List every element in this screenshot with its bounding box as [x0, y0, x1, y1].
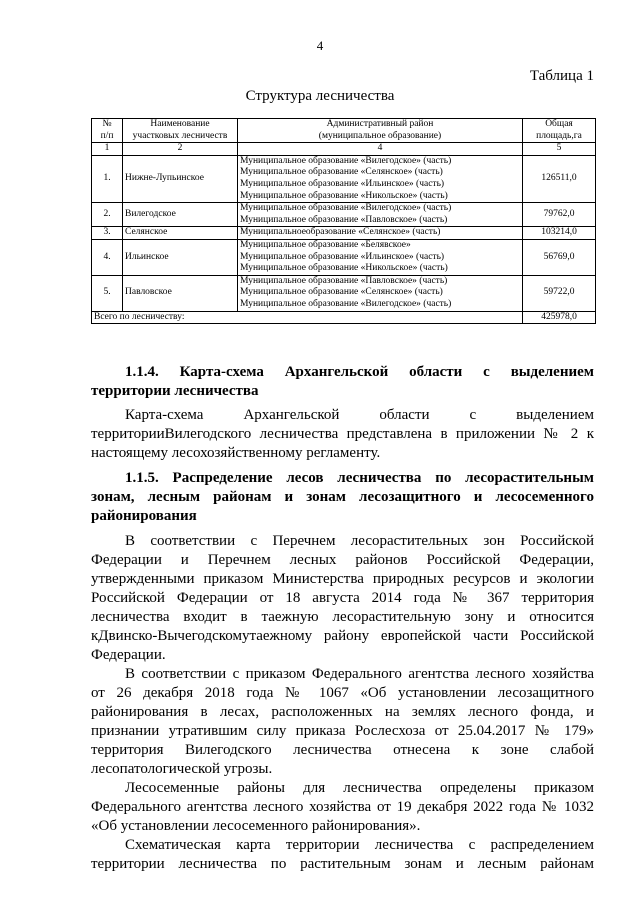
district-line: Муниципальное образование «Вилегодское» (часть): [240, 155, 452, 166]
area-value: 79762,0: [523, 203, 596, 227]
forestry-name: Ильинское: [123, 239, 238, 275]
section-1-1-4-body: Карта-схема Архангельской области с выделением территорииВилегодского лесничества представлена в приложении № 2 к настоящему лесохозяйственному регламенту.: [91, 407, 594, 461]
district-cell: [238, 239, 523, 275]
column-number: 5: [523, 143, 596, 156]
district-cell: [238, 203, 523, 227]
district-cell: [238, 227, 523, 240]
table-total-row: [92, 311, 596, 324]
section-1-1-4-heading: 1.1.4. Карта-схема Архангельской области с выделением территории лесничества: [91, 364, 594, 399]
header-area: Общая площадь,га: [523, 119, 596, 143]
table-label: Таблица 1: [529, 68, 594, 84]
district-line: Муниципальное образование «Ильинское» (часть): [240, 251, 445, 262]
forestry-name: Селянское: [123, 227, 238, 240]
column-number: 4: [238, 143, 523, 156]
header-name: Наименование участковых лесничеств: [123, 119, 238, 143]
forestry-name: Вилегодское: [123, 203, 238, 227]
row-number: 1.: [92, 155, 123, 202]
section-1-1-5-paragraph-3: Лесосеменные районы для лесничества определены приказом Федерального агентства лесного хозяйства от 19 декабря 2022 года № 1032 «Об установлении лесосеменного районирования».: [91, 780, 594, 834]
section-1-1-5-paragraph-1: В соответствии с Перечнем лесорастительных зон Российской Федерации и Перечнем лесных районов Российской Федерации, утвержденными приказом Министерства природных ресурсов и экологии Российской Федерации от 18 августа 2014 года № 367 территория лесничества входит в таежную лесорастительную зону и относится кДвинско-Вычегодскомутаежному району европейской части Российской Федерации.: [91, 533, 594, 663]
area-value: 59722,0: [523, 275, 596, 311]
table-row: [92, 155, 596, 202]
header-num: № п/п: [92, 119, 123, 143]
district-cell: [238, 155, 523, 202]
district-line: Муниципальное образование «Павловское» (часть): [240, 214, 448, 225]
row-number: 5.: [92, 275, 123, 311]
page-number: 4: [316, 38, 324, 53]
district-line: Муниципальное образование «Ильинское» (часть): [240, 178, 445, 189]
district-line: Муниципальное образование «Вилегодское» (часть): [240, 298, 452, 309]
table-row: [92, 275, 596, 311]
forestry-name: Нижне-Лупьинское: [123, 155, 238, 202]
header-district: Административный район (муниципальное образование): [238, 119, 523, 143]
table-row: [92, 203, 596, 227]
area-value: 126511,0: [523, 155, 596, 202]
district-line: Муниципальноеобразование «Селянское» (часть): [240, 227, 441, 238]
section-1-1-5-paragraph-2: В соответствии с приказом Федерального агентства лесного хозяйства от 26 декабря 2018 года № 1067 «Об установлении лесозащитного районирования в лесах, расположенных на землях лесного фонда, и признании утратившим силу приказа Рослесхоза от 25.04.2017 № 179» территория Вилегодского лесничества отнесена к зоне слабой лесопатологической угрозы.: [91, 666, 594, 777]
forestry-name: Павловское: [123, 275, 238, 311]
total-label: Всего по лесничеству:: [92, 311, 523, 324]
table-row: [92, 239, 596, 275]
row-number: 4.: [92, 239, 123, 275]
district-line: Муниципальное образование «Селянское» (часть): [240, 287, 443, 298]
section-1-1-5-paragraph-4: Схематическая карта территории лесничества с распределением территории лесничества по растительным зонам и лесным районам: [91, 837, 594, 872]
area-value: 103214,0: [523, 227, 596, 240]
district-cell: [238, 275, 523, 311]
column-numbers-row: [92, 143, 596, 156]
total-area: 425978,0: [523, 311, 596, 324]
forestry-structure-table: [91, 118, 596, 324]
district-line: Муниципальное образование «Селянское» (часть): [240, 167, 443, 178]
row-number: 3.: [92, 227, 123, 240]
district-line: Муниципальное образование «Павловское» (часть): [240, 275, 448, 286]
table-title: Структура лесничества: [245, 88, 395, 104]
district-line: Муниципальное образование «Белявское»: [240, 239, 411, 250]
district-line: Муниципальное образование «Вилегодское» (часть): [240, 203, 452, 214]
area-value: 56769,0: [523, 239, 596, 275]
section-1-1-5-heading: 1.1.5. Распределение лесов лесничества по лесорастительным зонам, лесным районам и зонам лесозащитного и лесосеменного районирования: [91, 470, 594, 524]
table-header-row: [92, 119, 596, 143]
column-number: 2: [123, 143, 238, 156]
table-row: [92, 227, 596, 240]
row-number: 2.: [92, 203, 123, 227]
column-number: 1: [92, 143, 123, 156]
district-line: Муниципальное образование «Никольское» (часть): [240, 190, 448, 201]
district-line: Муниципальное образование «Никольское» (часть): [240, 263, 448, 274]
